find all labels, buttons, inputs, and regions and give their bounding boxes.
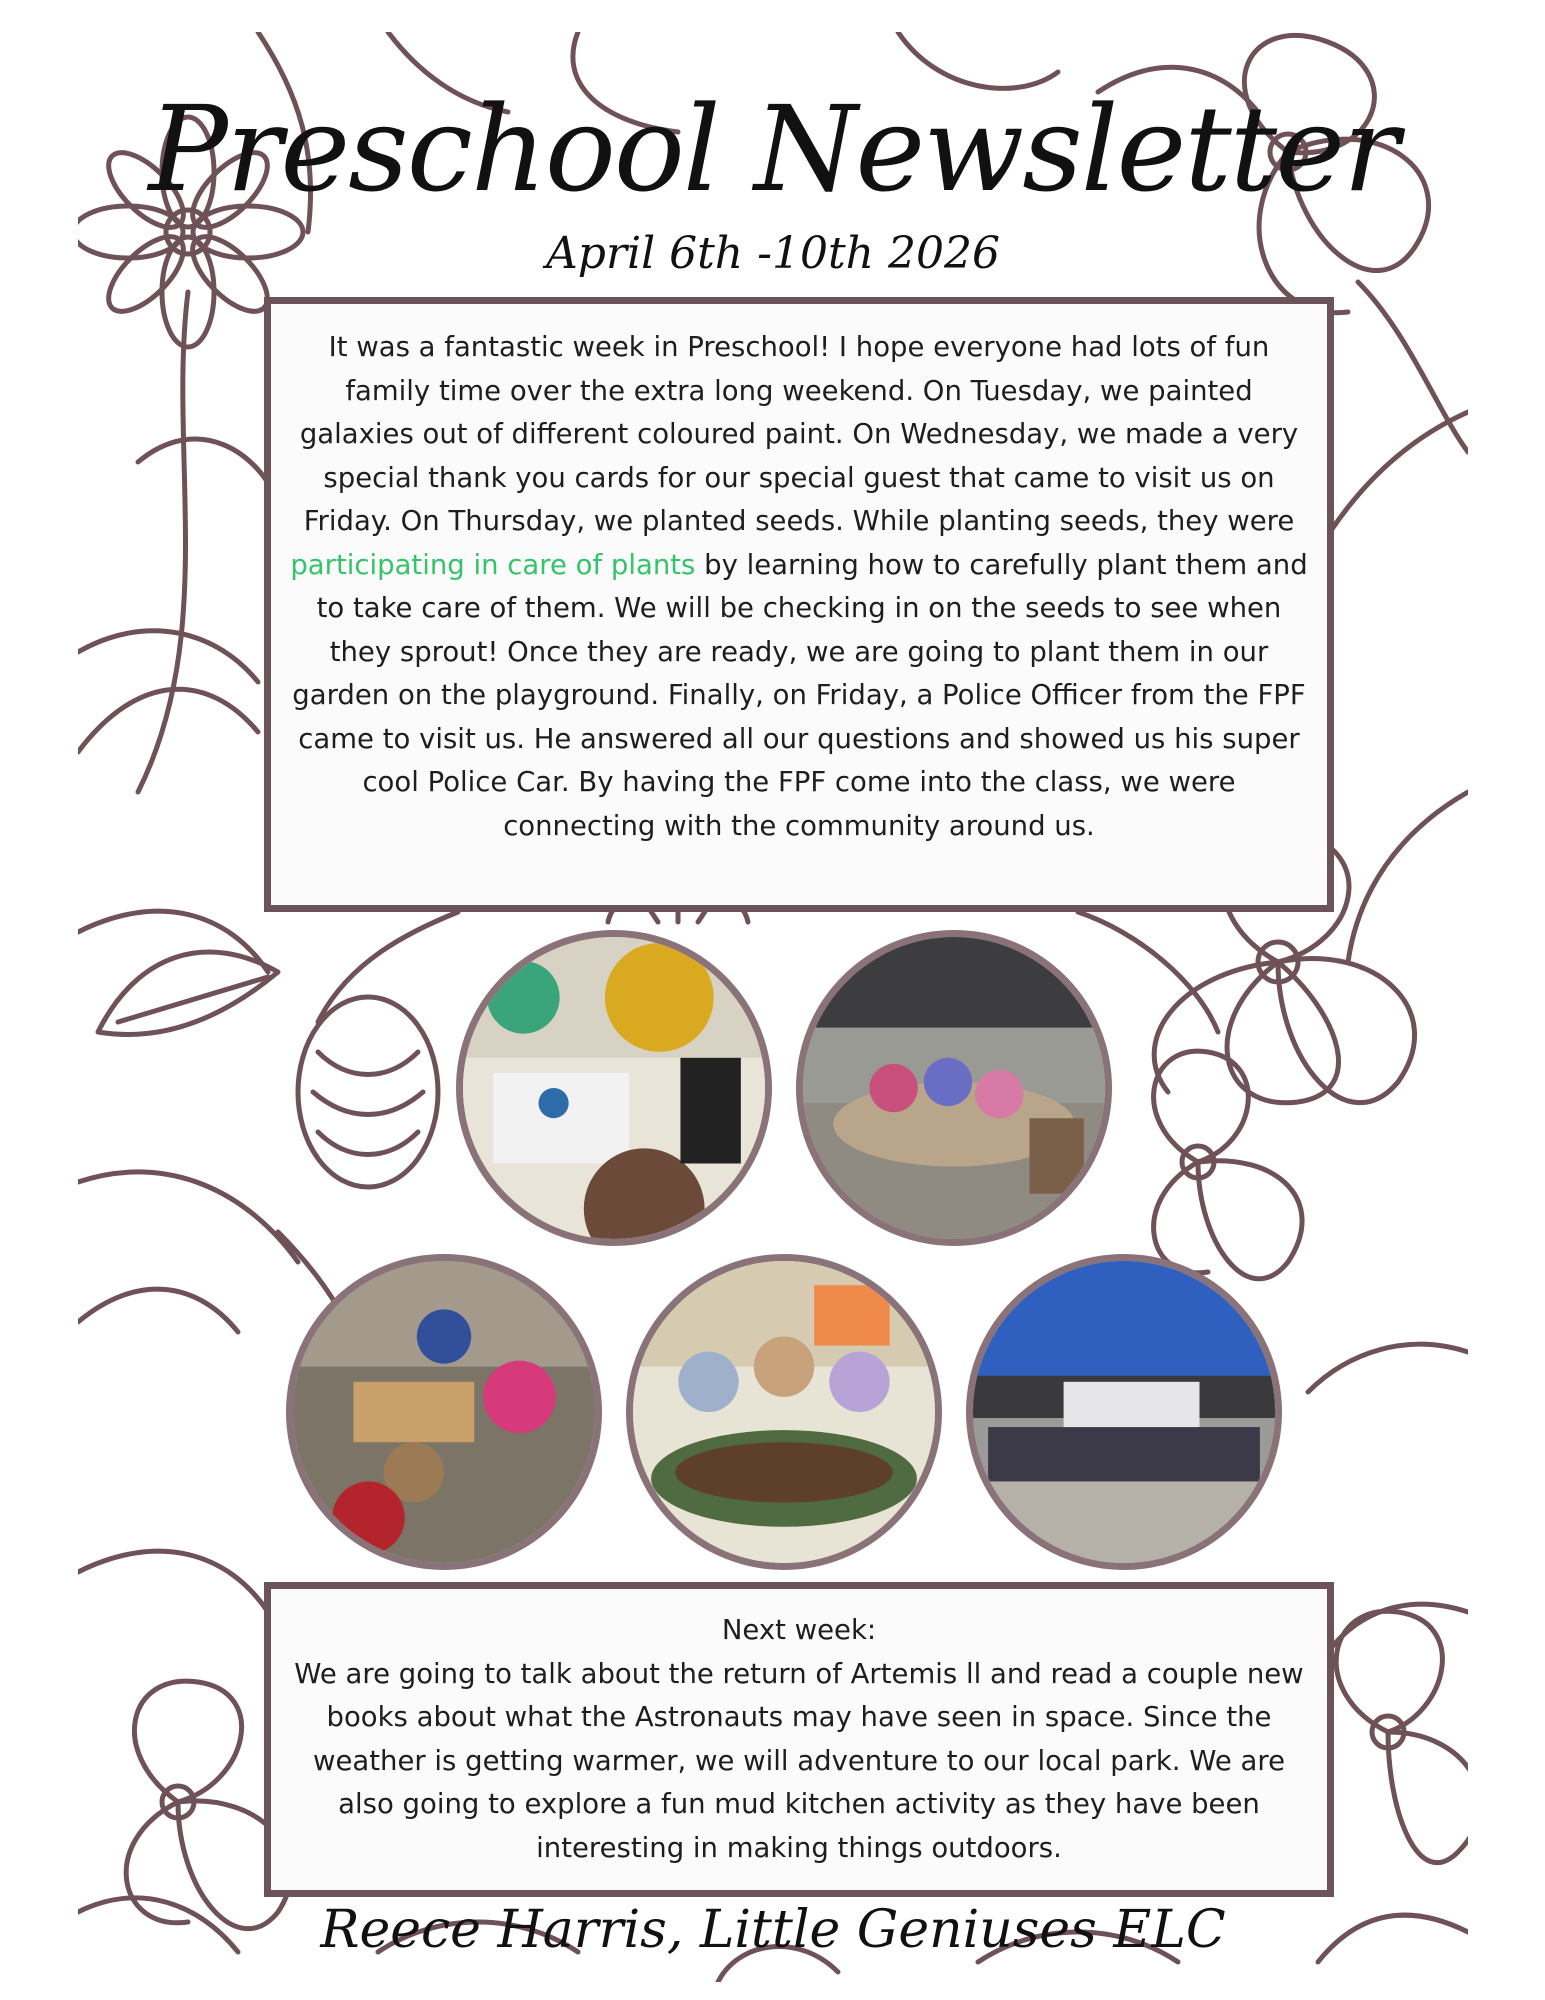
learning-outcome-highlight: participating in care of plants (290, 548, 696, 581)
photo-seed-planting (626, 1254, 942, 1570)
newsletter-date: April 6th -10th 2026 (546, 228, 1000, 279)
weekly-summary-text: It was a fantastic week in Preschool! I hope everyone had lots of fun family time over the extra long weekend. On Tuesday, we painted galaxies out of different coloured paint. On Wednesday, we made a very special thank you cards for our special guest that came to visit us on Friday. On Thursday, we planted seeds. While planting seeds, they were (299, 331, 1299, 537)
newsletter-title: Preschool Newsletter (148, 80, 1398, 218)
signature: Reece Harris, Little Geniuses ELC (320, 1900, 1226, 1960)
next-week-box (264, 1582, 1334, 1897)
photo-wood-blocks-play (286, 1254, 602, 1570)
next-week-heading: Next week: (721, 1614, 877, 1646)
weekly-summary-box (264, 297, 1334, 912)
photo-playground-sandbox (796, 930, 1112, 1246)
next-week-text: We are going to talk about the return of Artemis ll and read a couple new books about what the Astronauts may have seen in space. Since the weather is getting warmer, we will adventure to our local park. We are also going to explore a fun mud kitchen activity as they have been interesting in making things outdoors. (294, 1657, 1304, 1864)
photo-painting-activity (456, 930, 772, 1246)
photo-police-visit (966, 1254, 1282, 1570)
newsletter-page (78, 32, 1468, 1982)
weekly-summary-text-continued: by learning how to carefully plant them and to take care of them. We will be checking in on the seeds to see when they sprout! Once they are ready, we are going to plant them in our garden on the playground. Finally, on Friday, a Police Officer from the FPF came to visit us. He answered all our questions and showed us his super cool Police Car. By having the FPF come into the class, we were connecting with the community around us. (292, 548, 1308, 842)
